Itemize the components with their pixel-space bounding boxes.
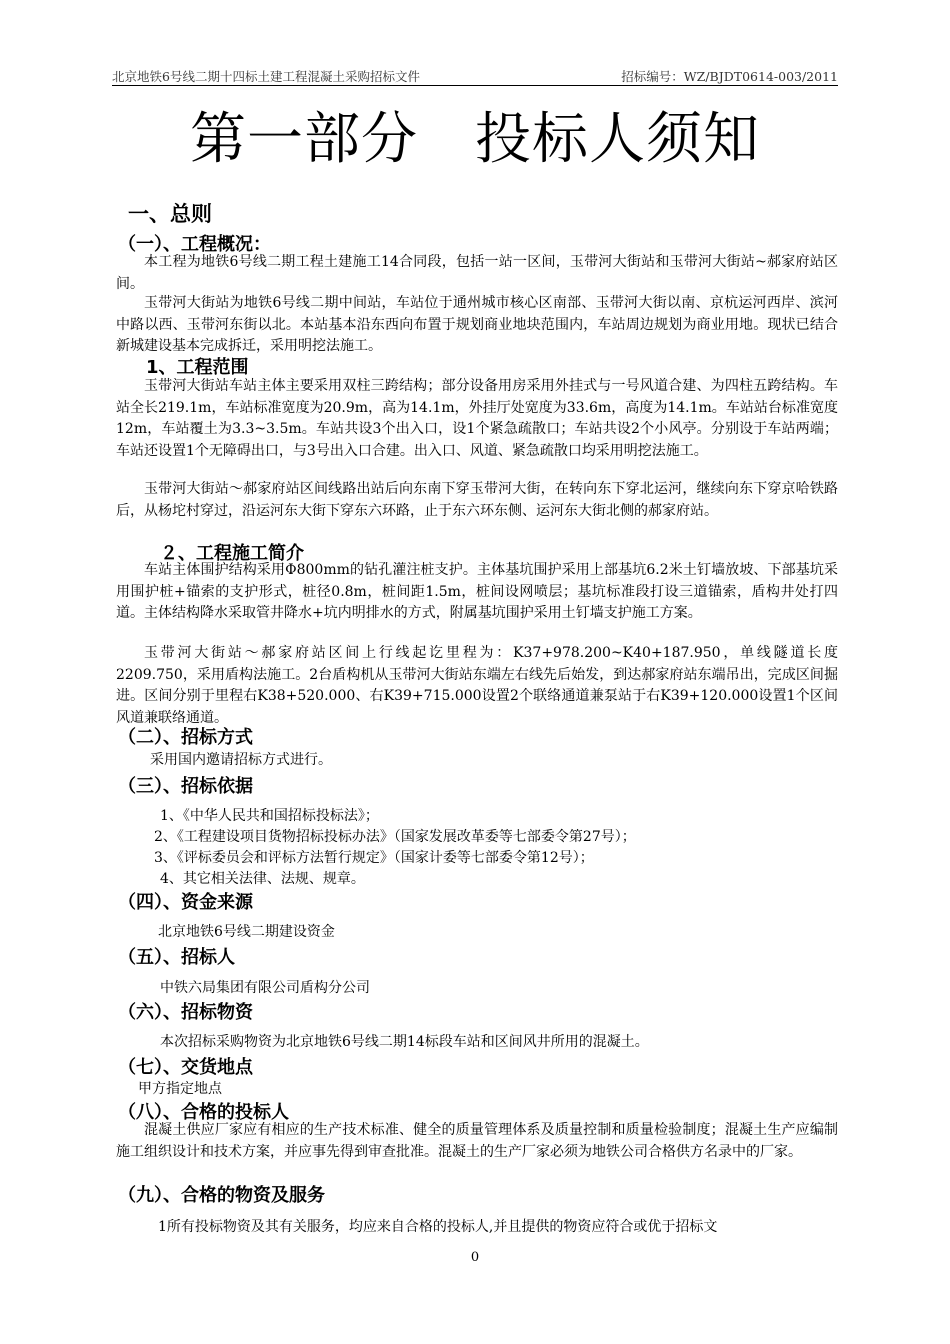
header-tender-number: 招标编号：WZ/BJDT0614-003/2011 bbox=[621, 69, 838, 84]
fund-source-text: 北京地铁6号线二期建设资金 bbox=[158, 924, 335, 940]
construction-intro-paragraph-1: 车站主体围护结构采用Φ800mm的钻孔灌注桩支护。主体基坑围护采用上部基坑6.2米土钉墙放坡、下部基坑采用围护桩+锚索的支护形式，桩径0.8m，桩间距1.5m，桩间设网喷层；基坑标准段打设三道锚索，盾构井处打四道。主体结构降水采取管井降水+坑内明排水的方式，附属基坑围护采用土钉墙支护施工方案。 bbox=[116, 562, 838, 621]
project-overview-paragraph-2: 玉带河大街站为地铁6号线二期中间站，车站位于通州城市核心区南部、玉带河大街以南、京杭运河西岸、滨河中路以西、玉带河东街以北。本站基本沿东西向布置于规划商业地块范围内，车站周边规划为商业用地。现状已结合新城建设基本完成拆迁，采用明挖法施工。 bbox=[116, 295, 838, 354]
project-overview-paragraph-1: 本工程为地铁6号线二期工程土建施工14合同段，包括一站一区间，玉带河大街站和玉带河大街站~郝家府站区间。 bbox=[116, 254, 838, 292]
page-header bbox=[112, 67, 838, 86]
tender-basis-item-2: 2、《工程建设项目货物招标投标办法》（国家发展改革委等七部委令第27号）； bbox=[154, 829, 636, 845]
part-title: 第一部分 投标人须知 bbox=[190, 107, 760, 172]
section-general-heading: 一、总则 bbox=[128, 202, 212, 226]
tender-basis-heading: （三）、招标依据 bbox=[118, 776, 253, 797]
tender-basis-item-4: 4、其它相关法律、法规、规章。 bbox=[160, 871, 365, 887]
fund-source-heading: （四）、资金来源 bbox=[118, 892, 253, 913]
tender-basis-item-3: 3、《评标委员会和评标方法暂行规定》（国家计委等七部委令第12号）； bbox=[154, 850, 594, 866]
delivery-location-text: 甲方指定地点 bbox=[138, 1081, 222, 1097]
project-scope-paragraph-2: 玉带河大街站～郝家府站区间线路出站后向东南下穿玉带河大街，在转向东下穿北运河，继续向东下穿京哈铁路后，从杨坨村穿过，沿运河东大街下穿东六环路，止于东六环东侧、运河东大街北侧的郝家府站。 bbox=[116, 481, 838, 519]
qualified-bidder-heading: （八）、合格的投标人 bbox=[118, 1102, 289, 1123]
delivery-location-heading: （七）、交货地点 bbox=[118, 1057, 253, 1078]
tender-method-heading: （二）、招标方式 bbox=[118, 727, 253, 748]
tender-basis-item-1: 1、《中华人民共和国招标投标法》； bbox=[160, 808, 379, 824]
qualified-bidder-text: 混凝土供应厂家应有相应的生产技术标准、健全的质量管理体系及质量控制和质量检验制度；混凝土生产应编制施工组织设计和技术方案，并应事先得到审查批准。混凝土的生产厂家必须为地铁公司合格供方名录中的厂家。 bbox=[116, 1122, 838, 1160]
qualified-goods-text: 1所有投标物资及其有关服务，均应来自合格的投标人,并且提供的物资应符合或优于招标文 bbox=[158, 1219, 718, 1235]
project-scope-heading: 1、工程范围 bbox=[146, 357, 249, 378]
tenderer-heading: （五）、招标人 bbox=[118, 947, 235, 968]
project-overview-heading: （一）、工程概况： bbox=[118, 234, 271, 255]
tender-materials-heading: （六）、招标物资 bbox=[118, 1002, 253, 1023]
page-number: 0 bbox=[470, 1250, 480, 1265]
tenderer-text: 中铁六局集团有限公司盾构分公司 bbox=[160, 980, 370, 996]
tender-materials-text: 本次招标采购物资为北京地铁6号线二期14标段车站和区间风井所用的混凝土。 bbox=[160, 1034, 649, 1050]
tender-method-text: 采用国内邀请招标方式进行。 bbox=[150, 752, 332, 768]
construction-intro-paragraph-2: 玉带河大街站～郝家府站区间上行线起讫里程为：K37+978.200~K40+187.950，单线隧道长度2209.750，采用盾构法施工。2台盾构机从玉带河大街站东端左右线先后始发，到达郝家府站东端吊出，完成区间掘进。区间分别于里程右K38+520.000、右K39+715.000设置2个联络通道兼泵站于右K39+120.000设置1个区间风道兼联络通道。 bbox=[116, 645, 838, 726]
qualified-goods-heading: （九）、合格的物资及服务 bbox=[118, 1185, 325, 1206]
header-document-title: 北京地铁6号线二期十四标土建工程混凝土采购招标文件 bbox=[112, 69, 420, 84]
project-scope-paragraph-1: 玉带河大街站车站主体主要采用双柱三跨结构；部分设备用房采用外挂式与一号风道合建、为四柱五跨结构。车站全长219.1m，车站标准宽度为20.9m，高为14.1m，外挂厅处宽度为33.6m，高度为14.1m。车站站台标准宽度12m，车站覆土为3.3~3.5m。车站共设3个出入口，设1个紧急疏散口；车站共设2个小风亭。分别设于车站两端；车站还设置1个无障碍出口，与3号出入口合建。出入口、风道、紧急疏散口均采用明挖法施工。 bbox=[116, 378, 838, 459]
construction-intro-heading: ２、工程施工简介 bbox=[160, 543, 304, 564]
